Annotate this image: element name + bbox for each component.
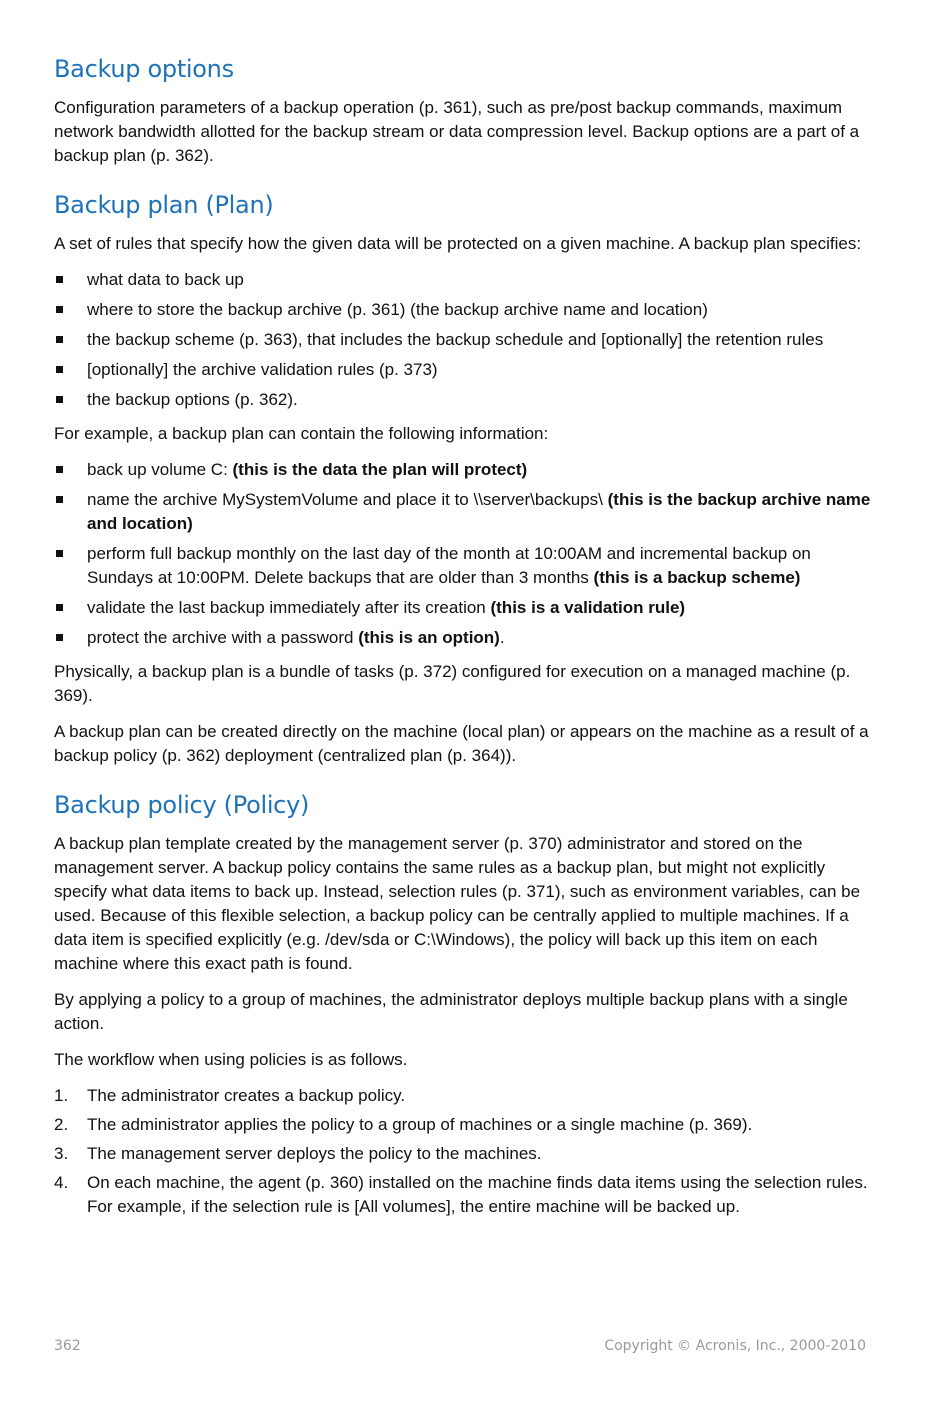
example-tail: . <box>499 628 505 647</box>
page-number: 362 <box>54 1338 81 1354</box>
example-note: (this is a validation rule) <box>490 598 686 617</box>
document-page <box>54 52 874 1239</box>
section-backup-policy <box>54 788 874 1219</box>
example-note: (this is the data the plan will protect) <box>232 460 528 479</box>
step-number: 3. <box>54 1144 69 1163</box>
list-item <box>54 542 874 590</box>
example-note: (this is an option) <box>358 628 500 647</box>
list-item: what data to back up <box>54 268 874 292</box>
paragraph-created: A backup plan can be created directly on the machine (local plan) or appears on the machine as a result of a backup policy (p. 362) deployment (centralized plan (p. 364)). <box>54 722 869 765</box>
example-text: name the archive MySystemVolume and place it to \\server\backups\ <box>87 490 608 509</box>
step-text: The administrator applies the policy to a group of machines or a single machine (p. 369). <box>87 1115 753 1134</box>
plan-specifies-list <box>54 268 874 412</box>
list-item: the backup scheme (p. 363), that includes the backup schedule and [optionally] the retention rules <box>54 328 874 352</box>
list-item <box>54 626 874 650</box>
section-backup-plan <box>54 188 874 768</box>
list-item: [optionally] the archive validation rules (p. 373) <box>54 358 874 382</box>
step-text: The administrator creates a backup policy. <box>87 1086 406 1105</box>
workflow-steps-list <box>54 1084 874 1219</box>
paragraph-policy-2: By applying a policy to a group of machines, the administrator deploys multiple backup plans with a single action. <box>54 990 848 1033</box>
step-number: 1. <box>54 1086 69 1105</box>
list-item <box>54 596 874 620</box>
paragraph-policy-1: A backup plan template created by the management server (p. 370) administrator and stored on the management server. A backup policy contains the same rules as a backup plan, but might not explicitly specify what data items to back up. Instead, selection rules (p. 371), such as environment variables, can be used. Because of this flexible selection, a backup policy can be centrally applied to multiple machines. If a data item is specified explicitly (e.g. /dev/sda or C:\Windows), the policy will back up this item on each machine where this exact path is found. <box>54 834 861 973</box>
paragraph-plan-intro: A set of rules that specify how the given data will be protected on a given machine. A backup plan specifies: <box>54 234 862 253</box>
step-text: On each machine, the agent (p. 360) installed on the machine finds data items using the selection rules. For example, if the selection rule is [All volumes], the entire machine will be backed up. <box>87 1173 868 1216</box>
list-item <box>54 488 874 536</box>
example-text: protect the archive with a password <box>87 628 359 647</box>
page-footer <box>54 1338 866 1354</box>
paragraph-physically: Physically, a backup plan is a bundle of tasks (p. 372) configured for execution on a managed machine (p. 369). <box>54 662 851 705</box>
step-number: 2. <box>54 1115 69 1134</box>
step-text: The management server deploys the policy to the machines. <box>87 1144 542 1163</box>
paragraph-backup-options: Configuration parameters of a backup operation (p. 361), such as pre/post backup commands, maximum network bandwidth allotted for the backup stream or data compression level. Backup options are a part of a backup plan (p. 362). <box>54 98 860 165</box>
list-item <box>54 458 874 482</box>
example-note: (this is a backup scheme) <box>593 568 801 587</box>
step-number: 4. <box>54 1173 69 1192</box>
list-item: where to store the backup archive (p. 361) (the backup archive name and location) <box>54 298 874 322</box>
heading-backup-plan: Backup plan (Plan) <box>54 191 274 219</box>
plan-example-list <box>54 458 874 650</box>
section-backup-options <box>54 52 874 168</box>
heading-backup-options: Backup options <box>54 55 234 83</box>
copyright-notice: Copyright © Acronis, Inc., 2000-2010 <box>604 1338 866 1354</box>
example-text: validate the last backup immediately after its creation <box>87 598 491 617</box>
list-item <box>54 1142 874 1166</box>
paragraph-workflow-intro: The workflow when using policies is as follows. <box>54 1050 408 1069</box>
list-item <box>54 1084 874 1108</box>
example-text: perform full backup monthly on the last day of the month at 10:00AM and incremental backup on Sundays at 10:00PM. Delete backups that are older than 3 months <box>87 544 811 587</box>
heading-backup-policy: Backup policy (Policy) <box>54 791 310 819</box>
list-item <box>54 1113 874 1137</box>
list-item <box>54 1171 874 1219</box>
list-item: the backup options (p. 362). <box>54 388 874 412</box>
paragraph-example-intro: For example, a backup plan can contain the following information: <box>54 424 549 443</box>
example-note: (this is the backup archive name and location) <box>87 490 871 533</box>
example-text: back up volume C: <box>87 460 233 479</box>
